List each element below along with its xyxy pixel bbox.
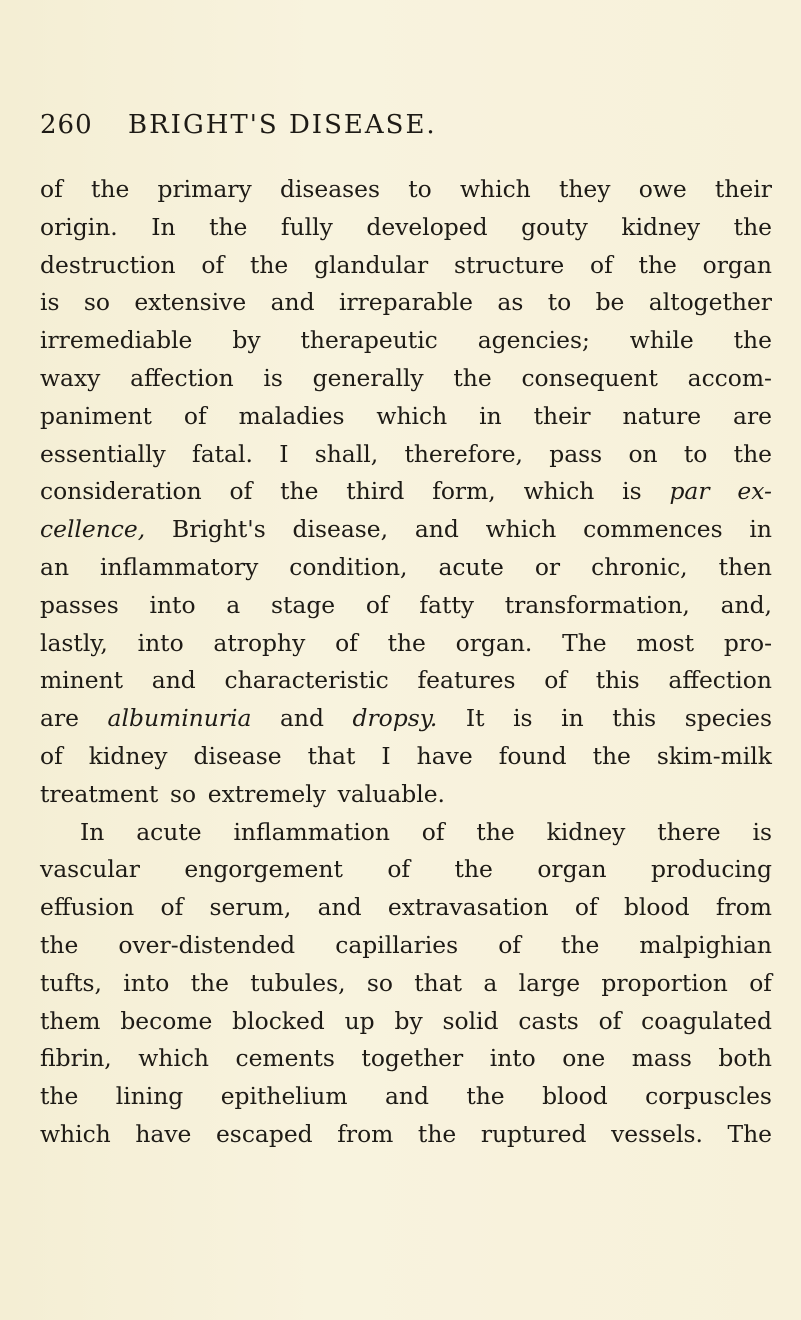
text-line: is so extensive and irreparable as to be altogether bbox=[40, 288, 772, 317]
text-line: origin. In the fully developed gouty kidney the bbox=[40, 212, 772, 241]
text-line: fibrin, which cements together into one mass both bbox=[40, 1044, 772, 1073]
text-line: essentially fatal. I shall, therefore, pass on to the bbox=[40, 439, 772, 468]
text-line: paniment of maladies which in their nature are bbox=[40, 401, 772, 430]
text-line: lastly, into atrophy of the organ. The most pro- bbox=[40, 628, 772, 657]
text-line: the over-distended capillaries of the malpighian bbox=[40, 930, 772, 959]
text-line: are albuminuria and dropsy. It is in this species bbox=[40, 704, 772, 733]
text-line: them become blocked up by solid casts of coagulated bbox=[40, 1006, 772, 1035]
text-line: vascular engorgement of the organ producing bbox=[40, 855, 772, 884]
text-line: waxy affection is generally the consequent accom- bbox=[40, 363, 772, 392]
page-number: 260 bbox=[40, 110, 93, 140]
text-line: minent and characteristic features of this affection bbox=[40, 666, 772, 695]
page-header bbox=[40, 110, 770, 150]
text-line: an inflammatory condition, acute or chronic, then bbox=[40, 552, 772, 581]
text-line: In acute inflammation of the kidney there is bbox=[80, 817, 772, 846]
text-line: effusion of serum, and extravasation of blood from bbox=[40, 893, 772, 922]
text-line: treatment so extremely valuable. bbox=[40, 779, 445, 808]
text-line: tufts, into the tubules, so that a large proportion of bbox=[40, 968, 772, 997]
text-line: destruction of the glandular structure of the organ bbox=[40, 250, 772, 279]
running-title: BRIGHT'S DISEASE. bbox=[128, 110, 437, 140]
text-line: of the primary diseases to which they owe their bbox=[40, 175, 772, 203]
text-line: consideration of the third form, which is par ex- bbox=[40, 477, 772, 506]
text-line: which have escaped from the ruptured vessels. The bbox=[40, 1119, 772, 1148]
body-text bbox=[40, 171, 772, 1154]
text-line: of kidney disease that I have found the skim-milk bbox=[40, 741, 772, 770]
text-line: passes into a stage of fatty transformation, and, bbox=[40, 590, 772, 619]
text-line: irremediable by therapeutic agencies; while the bbox=[40, 326, 772, 355]
text-line: cellence, Bright's disease, and which commences in bbox=[40, 515, 772, 544]
text-line: the lining epithelium and the blood corpuscles bbox=[40, 1082, 772, 1111]
